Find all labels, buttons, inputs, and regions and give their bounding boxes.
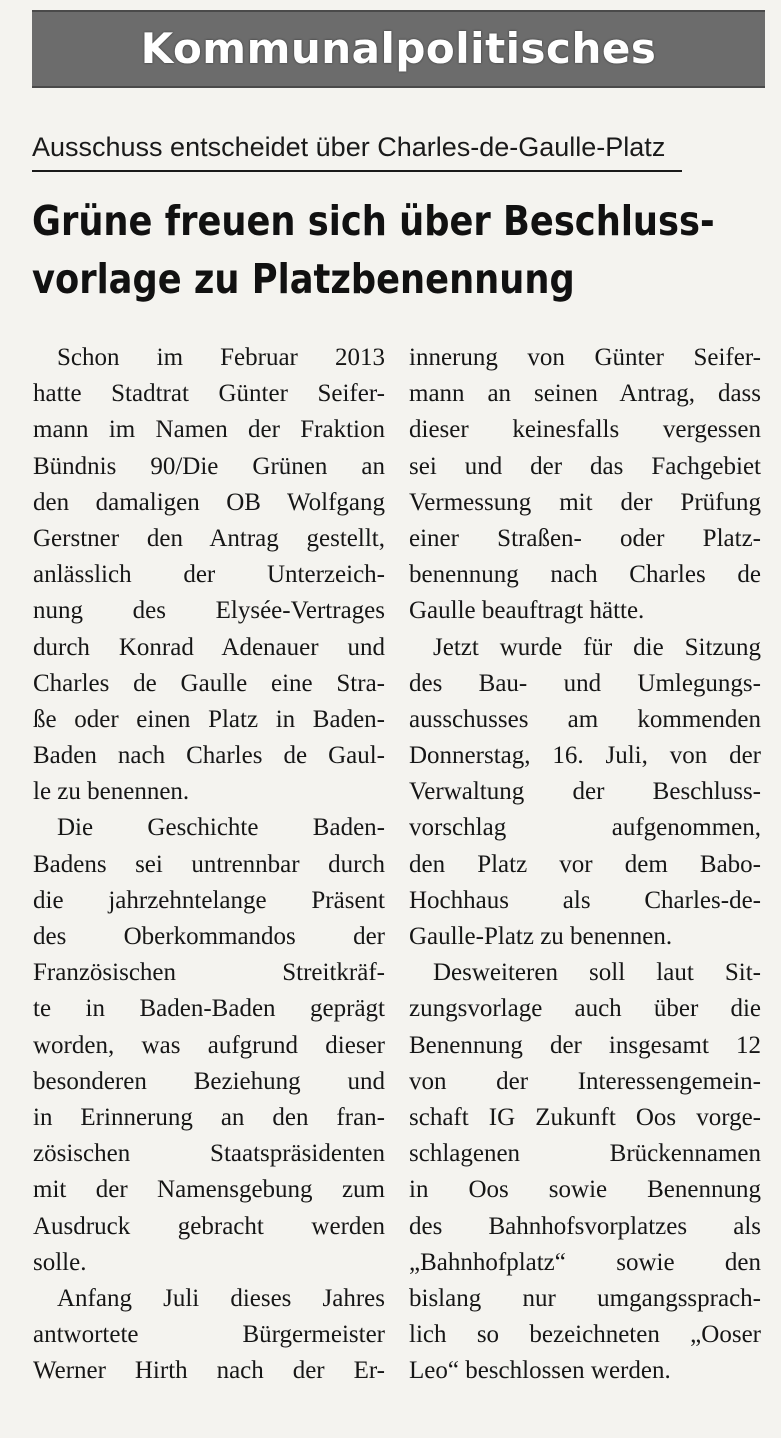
text-line: „Bahnhofplatz“ sowie den [409,1248,761,1276]
text-line: Die Geschichte Baden- [57,814,385,842]
text-line: Anfang Juli dieses Jahres [57,1284,385,1312]
text-line: ße oder einen Platz in Baden- [33,705,385,733]
text-line: solle. [33,1248,87,1276]
text-line: benennung nach Charles de [409,561,761,589]
text-line: dieser keinesfalls vergessen [409,416,761,444]
text-line: zungsvorlage auch über die [409,995,761,1023]
text-line: Gaulle beauftragt hätte. [409,597,645,625]
text-line: des Oberkommandos der [33,923,385,950]
text-line: Badens sei untrennbar durch [33,850,385,878]
text-line: Hochhaus als Charles-de- [409,886,761,914]
text-line: einer Straßen- oder Platz- [409,524,761,552]
text-line: Leo“ beschlossen werden. [409,1357,671,1385]
text-line: Desweiteren soll laut Sit- [433,959,761,987]
headline [32,192,772,308]
text-line: schlagenen Brückennamen [409,1140,761,1168]
text-line: innerung von Günter Seifer- [409,344,761,371]
article-column-left [33,340,385,1389]
section-banner [32,10,765,88]
text-line: worden, was aufgrund dieser [33,1031,385,1059]
headline-line-1: Grüne freuen sich über Beschluss- [32,197,715,245]
text-line: schaft IG Zukunft Oos vorge- [409,1103,761,1131]
text-line: mann im Namen der Fraktion [33,416,385,444]
text-line: Donnerstag, 16. Juli, von der [409,742,761,770]
article-column-right [409,340,761,1389]
text-line: mann an seinen Antrag, dass [409,380,761,408]
text-line: Verwaltung der Beschluss- [409,778,761,806]
text-line: anlässlich der Unterzeich- [33,561,385,589]
text-line: vorschlag aufgenommen, [409,814,761,842]
text-line: in Oos sowie Benennung [409,1176,761,1204]
text-line: von der Interessengemein- [409,1067,761,1095]
text-line: Werner Hirth nach der Er- [33,1357,385,1385]
text-line: besonderen Beziehung und [33,1067,385,1095]
text-line: le zu benennen. [33,778,190,806]
text-line: Baden nach Charles de Gaul- [33,742,385,770]
text-line: te in Baden-Baden geprägt [33,995,385,1023]
text-line: Jetzt wurde für die Sitzung [433,633,761,661]
text-line: Bündnis 90/Die Grünen an [33,452,385,480]
text-line: Charles de Gaulle eine Stra- [33,669,385,697]
text-line: nung des Elysée-Vertrages [33,597,385,625]
text-line: Schon im Februar 2013 [57,344,385,371]
text-line: ausschusses am kommenden [409,705,761,733]
text-line: antwortete Bürgermeister [33,1321,385,1349]
text-line: Ausdruck gebracht werden [33,1212,385,1240]
text-line: die jahrzehntelange Präsent [33,886,385,914]
text-line: zösischen Staatspräsidenten [33,1140,385,1168]
kicker-line-text: Ausschuss entscheidet über Charles-de-Gaulle-Platz [32,132,666,162]
text-line: Vermessung mit der Prüfung [409,488,761,516]
headline-line-2: vorlage zu Platzbenennung [32,255,575,303]
text-line: Französischen Streitkräf- [33,959,385,987]
kicker-underline [32,170,682,172]
text-line: lich so bezeichneten „Ooser [409,1321,761,1349]
text-line: bislang nur umgangssprach- [409,1284,761,1312]
text-line: den damaligen OB Wolfgang [33,488,385,516]
text-line: in Erinnerung an den fran- [33,1103,385,1131]
section-title: Kommunalpolitisches [140,24,657,73]
text-line: den Platz vor dem Babo- [409,850,761,878]
text-line: mit der Namensgebung zum [33,1176,385,1204]
text-line: des Bahnhofsvorplatzes als [409,1212,761,1240]
text-line: Benennung der insgesamt 12 [409,1031,761,1059]
text-line: des Bau- und Umlegungs- [409,669,761,697]
text-line: Gaulle-Platz zu benennen. [409,923,673,950]
text-line: hatte Stadtrat Günter Seifer- [33,380,385,408]
text-line: durch Konrad Adenauer und [33,633,385,661]
text-line: Gerstner den Antrag gestellt, [33,524,385,552]
text-line: sei und der das Fachgebiet [409,452,761,480]
